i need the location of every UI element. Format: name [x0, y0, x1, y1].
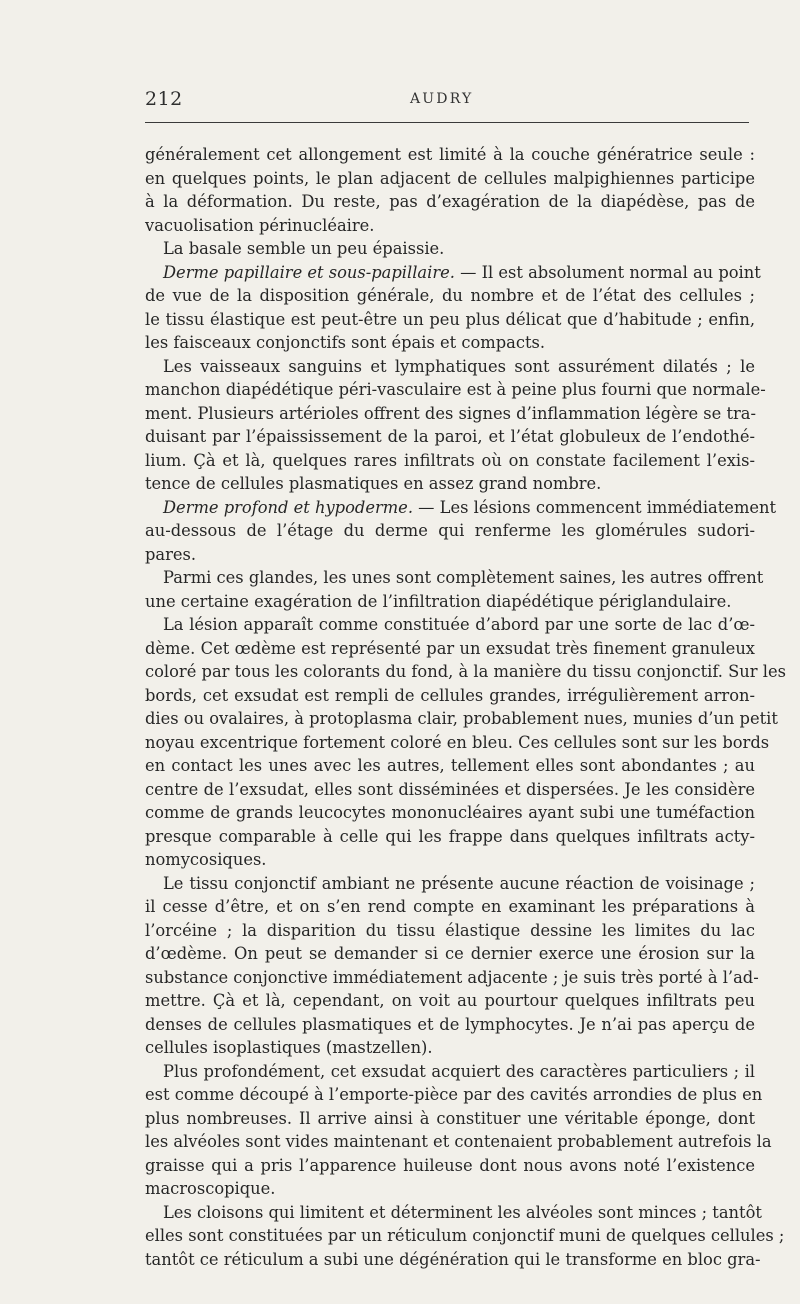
text-line: nomycosiques.: [145, 850, 267, 869]
text-line: il cesse d’être, et on s’en rend compte en examinant les préparations à: [145, 897, 755, 916]
text-line: en contact les unes avec les autres, tellement elles sont abondantes ; au: [145, 756, 755, 775]
text-line: tantôt ce réticulum a subi une dégénération qui le transforme en bloc gra-: [145, 1249, 761, 1269]
text-line: mettre. Çà et là, cependant, on voit au pourtour quelques infiltrats peu: [145, 991, 755, 1010]
text-line: denses de cellules plasmatiques et de lymphocytes. Je n’ai pas aperçu de: [145, 1014, 755, 1034]
text-line: cellules isoplastiques (mastzellen).: [145, 1038, 433, 1057]
text-line: les alvéoles sont vides maintenant et contenaient probablement autrefois la: [145, 1132, 772, 1151]
text-line: généralement cet allongement est limité à la couche génératrice seule :: [145, 145, 755, 164]
text-line: l’orcéine ; la disparition du tissu élastique dessine les limites du lac: [145, 920, 755, 940]
body-text: [145, 143, 786, 1271]
text-line: Parmi ces glandes, les unes sont complètement saines, les autres offrent: [163, 568, 764, 587]
text-line: La lésion apparaît comme constituée d’abord par une sorte de lac d’œ-: [163, 615, 755, 634]
text-line: dies ou ovalaires, à protoplasma clair, probablement nues, munies d’un petit: [145, 709, 778, 728]
text-line: presque comparable à celle qui les frappe dans quelques infiltrats acty-: [145, 826, 755, 846]
text-line: lium. Çà et là, quelques rares infiltrats où on constate facilement l’exis-: [145, 450, 755, 470]
text-line: manchon diapédétique péri-vasculaire est à peine plus fourni que normale-: [145, 380, 766, 399]
text-line: à la déformation. Du reste, pas d’exagération de la diapédèse, pas de: [145, 192, 755, 211]
text-line: dème. Cet œdème est représenté par un exsudat très finement granuleux: [145, 638, 755, 658]
text-line: une certaine exagération de l’infiltration diapédétique périglandulaire.: [145, 591, 732, 611]
text-line: au-dessous de l’étage du derme qui renferme les glomérules sudori-: [145, 521, 755, 540]
text-line: ment. Plusieurs artérioles offrent des signes d’inflammation légère se tra-: [145, 403, 756, 423]
text-line: pares.: [145, 544, 197, 564]
page-header: [145, 88, 750, 114]
text-line: est comme découpé à l’emporte-pièce par des cavités arrondies de plus en: [145, 1085, 763, 1104]
text-line: plus nombreuses. Il arrive ainsi à constituer une véritable éponge, dont: [145, 1108, 755, 1128]
text-line: tence de cellules plasmatiques en assez grand nombre.: [145, 474, 602, 493]
text-line: duisant par l’épaississement de la paroi, et l’état globuleux de l’endothé-: [145, 427, 755, 446]
running-head: AUDRY: [410, 91, 474, 107]
text-line: de vue de la disposition générale, du nombre et de l’état des cellules ;: [145, 286, 755, 305]
text-line: substance conjonctive immédiatement adjacente ; je suis très porté à l’ad-: [145, 967, 759, 987]
text-line: [145, 261, 761, 285]
line-text: — Les lésions commencent immédiatement: [413, 497, 777, 517]
text-line: vacuolisation périnucléaire.: [145, 215, 375, 235]
text-line: le tissu élastique est peut-être un peu plus délicat que d’habitude ; enfin,: [145, 309, 755, 329]
text-line: d’œdème. On peut se demander si ce dernier exerce une érosion sur la: [145, 944, 755, 963]
page-number: 212: [145, 88, 183, 110]
text-line: les faisceaux conjonctifs sont épais et compacts.: [145, 333, 546, 352]
text-line: Plus profondément, cet exsudat acquiert des caractères particuliers ; il: [163, 1061, 755, 1081]
line-text: — Il est absolument normal au point: [454, 262, 761, 282]
text-line: comme de grands leucocytes mononucléaires ayant subi une tuméfaction: [145, 803, 755, 822]
text-line: elles sont constituées par un réticulum conjonctif muni de quelques cellules ;: [145, 1226, 785, 1245]
section-heading: Derme papillaire et sous-papillaire.: [163, 262, 455, 282]
text-line: noyau excentrique fortement coloré en bleu. Ces cellules sont sur les bords: [145, 732, 770, 752]
section-heading: Derme profond et hypoderme.: [163, 497, 413, 517]
text-line: graisse qui a pris l’apparence huileuse dont nous avons noté l’existence: [145, 1155, 755, 1175]
text-line: Le tissu conjonctif ambiant ne présente aucune réaction de voisinage ;: [163, 873, 755, 893]
text-line: en quelques points, le plan adjacent de cellules malpighiennes participe: [145, 168, 755, 188]
header-rule: [145, 122, 749, 123]
text-line: [145, 496, 777, 520]
text-line: centre de l’exsudat, elles sont disséminées et dispersées. Je les considère: [145, 779, 755, 799]
text-line: Les cloisons qui limitent et déterminent les alvéoles sont minces ; tantôt: [163, 1202, 762, 1222]
text-line: macroscopique.: [145, 1179, 276, 1198]
text-line: bords, cet exsudat est rempli de cellules grandes, irrégulièrement arron-: [145, 685, 755, 705]
text-line: Les vaisseaux sanguins et lymphatiques sont assurément dilatés ; le: [163, 356, 755, 376]
text-line: La basale semble un peu épaissie.: [163, 239, 445, 258]
text-line: coloré par tous les colorants du fond, à la manière du tissu conjonctif. Sur les: [145, 662, 786, 681]
